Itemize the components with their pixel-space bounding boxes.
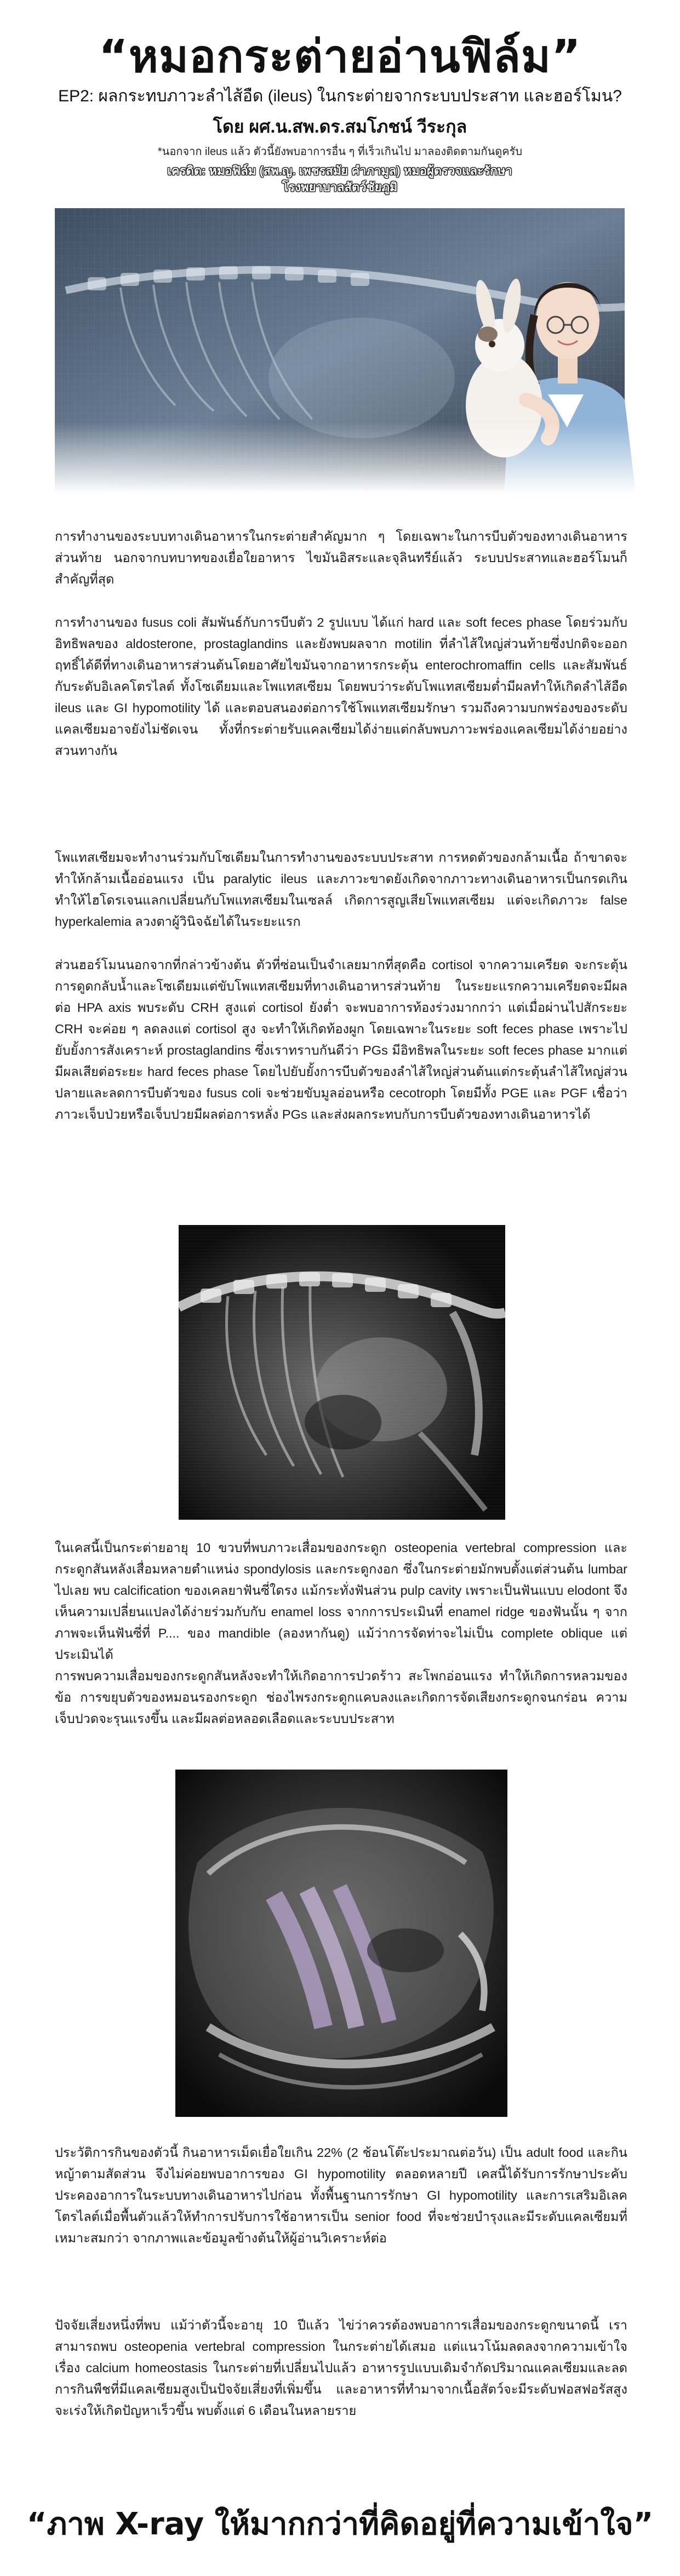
paragraph-spine-degeneration: การพบความเสื่อมของกระดูกสันหลังจะทำให้เกิดอาการปวดร้าว สะโพกอ่อนแรง ทำให้เกิดการหลวมของข้อ การขยุบตัวของหมอนรองกระดูก ช่องไพรงกระดูกแคบลงและเกิดการจัดเสียงกระดูกจนกร่อน ความเจ็บปวดจะรุนแรงขึ้น และมีผลต่อหลอดเลือดและระบบประสาท bbox=[55, 1669, 627, 1726]
paragraph-potassium: โพแทสเซียมจะทำงานร่วมกับโซเดียมในการทำงานของระบบประสาท การหดตัวของกล้ามเนื้อ ถ้าขาดจะทำให้กล้ามเนื้ออ่อนแรง เป็น paralytic ileus และภาวะขาดยังเกิดจากภาวะทางเดินอาหารเป็นกรดเกิน ทำให้ไฮโดรเจนแลกเปลี่ยนกับโพแทสเซียมในเซลล์ เกิดการสูญเสียโพแทสเซียม แต่จะเกิดภาวะ false hyperkalemia ลวงตาผู้วินิจฉัยได้ในระยะแรก bbox=[55, 850, 627, 929]
paragraph-risk-factors: ปัจจัยเสี่ยงหนึ่งที่พบ แม้ว่าตัวนี้จะอายุ 10 ปีแล้ว ไข่ว่าควรต้องพบอาการเสื่อมของกระดูกขนาดนี้ เราสามารถพบ osteopenia vertebral compression ในกระต่ายได้เสมอ แต่แนวโน้มลดลงจากความเข้าใจเรื่อง calcium homeostasis ในกระต่ายที่เปลี่ยนไปแล้ว อาหารรูปแบบเดิมจำกัดปริมาณแคลเซียมและลดการกินพืชที่มีแคลเซียมสูงเป็นปัจจัยเสี่ยงที่เพิ่มขึ้น และอาหารที่ทำมาจากเนื้อสัตว์จะมีระดับฟอสฟอรัสสูงจะเร่งให้เกิดปัญหาเร็วขึ้น พบตั้งแต่ 6 เดือนในหลายราย bbox=[55, 2318, 627, 2418]
xray-skull-teeth-image bbox=[175, 1770, 507, 2117]
xray-lateral-spine-image bbox=[179, 1225, 505, 1520]
author-line: โดย ผศ.น.สพ.ดร.สมโภชน์ วีระกุล bbox=[213, 117, 467, 136]
paragraph-diet-history: ประวัติการกินของตัวนี้ กินอาหารเม็ดเยื่อใยเกิน 22% (2 ช้อนโต๊ะประมาณต่อวัน) เป็น adult food และกินหญ้าตามสัดส่วน จึงไม่ค่อยพบอาการของ GI hypomotility ตลอดหลายปี เคสนี้ได้รับการรักษาประคับประคองอาการในระบบทางเดินอาหารไปก่อน ทั้งพื้นฐานการรักษา GI hypomotility และการเสริมอิเลคโตรไลต์เมื่อพื้นตัวแล้วให้ทำการปรับการใช้อาหารเป็น senior food ที่จะช่วยบำรุงและมีระดับแคลเซียมที่เหมาะสมกว่า จากภาพและข้อมูลข้างต้นให้ผู้อ่านวิเคราะห์ต่อ bbox=[55, 2145, 627, 2245]
episode-subtitle: EP2: ผลกระทบภาวะลำไส้อืด (ileus) ในกระต่ายจากระบบประสาท และฮอร์โมน? bbox=[58, 87, 622, 105]
hero-xray-illustration bbox=[55, 170, 658, 493]
lateral-xray-illustration bbox=[179, 1225, 505, 1520]
author-note: *นอกจาก ileus แล้ว ตัวนี้ยังพบอาการอื่น ๆ ที่เร็วเกินไป มาลองติดตามกันดูครับ bbox=[157, 146, 523, 158]
skull-xray-illustration bbox=[175, 1770, 507, 2117]
closing-quote: “ภาพ X-ray ให้มากกว่าที่คิดอยู่ที่ความเข้าใจ” bbox=[26, 2506, 654, 2542]
paragraph-intro: การทำงานของระบบทางเดินอาหารในกระต่ายสำคัญมาก ๆ โดยเฉพาะในการบีบตัวของทางเดินอาหารส่วนท้าย นอกจากบทบาทของเยื่อใยอาหาร ไขมันอิสระและจุลินทรีย์แล้ว ระบบประสาทและฮอร์โมนก็สำคัญที่สุด bbox=[55, 529, 627, 586]
paragraph-case: ในเคสนี้เป็นกระต่ายอายุ 10 ขวบที่พบภาวะเสื่อมของกระดูก osteopenia vertebral compression และกระดูกสันหลังเสื่อมหลายตำแหน่ง spondylosis และกระดูกงอก ซึ่งในกระต่ายมักพบตั้งแต่ส่วนต้น lumbar ไปเลย พบ calcification ของเคลยาฟันซี่ใดรง แม้กระทั่งฟันส่วน pulp cavity เพราะเป็นฟันแบบ elodont จึงเห็นความเปลี่ยนแปลงได้ง่ายร่วมกับกับ enamel loss จากการประเมินที่ enamel ridge ของฟันนั้น ๆ จากภาพจะเห็นฟันซี่ที่ P.... ของ mandible (ลองหากันดู) แม้ว่าการจัดท่าจะไม่เป็น complete oblique แต่ประเมินได้ bbox=[55, 1541, 627, 1662]
credit-line-hospital: โรงพยาบาลสัตว์ชัยภูมิ bbox=[282, 180, 398, 194]
credit-line-doctor: เครดิต: หมอฟิล์ม (สพ.ญ. เพชรสมัย คำภามูล) หมอผู้ตรวจและรักษา bbox=[167, 164, 512, 178]
paragraph-fusus-coli: การทำงานของ fusus coli สัมพันธ์กับการบีบตัว 2 รูปแบบ ได้แก่ hard และ soft feces phase โดยร่วมกับอิทธิพลของ aldosterone, prostaglandins และยังพบผลจาก motilin ที่ลำไส้ใหญ่ส่วนท้ายซึ่งปกติจะออกฤทธิ์ได้ดีที่ทางเดินอาหารส่วนต้นโดยอาศัยไขมันจากอาหารกระตุ้น enterochromaffin cells และสัมพันธ์กับระดับอิเลคโตรไลต์ ทั้งโซเดียมและโพแทสเซียม โดยพบว่าระดับโพแทสเซียมต่ำมีผลทำให้เกิดลำไส้อืด ileus และ GI hypomotility ได้ และตอบสนองต่อการใช้โพแทสเซียมรักษา รวมถึงความบกพร่องของระดับแคลเซียมอาจยังไม่ชัดเจน ทั้งที่กระต่ายรับแคลเซียมได้ง่ายแต่กลับพบภาวะพร่องแคลเซียมได้ง่ายอย่างสวนทางกัน bbox=[55, 615, 627, 758]
paragraph-cortisol: ส่วนฮอร์โมนนอกจากที่กล่าวข้างต้น ตัวที่ซ่อนเป็นจำเลยมากที่สุดคือ cortisol จากความเครียด จะกระตุ้นการดูดกลับน้ำและโซเดียมแต่ขับโพแทสเซียมที่ทางเดินอาหารส่วนท้าย ในระยะแรกความเครียดจะมีผลต่อ HPA axis พบระดับ CRH สูงแต่ cortisol ยังต่ำ จะพบอาการท้องร่วงมากกว่า แต่เมื่อผ่านไปสักระยะ CRH จะค่อย ๆ ลดลงแต่ cortisol สูง จะทำให้เกิดท้องผูก โดยเฉพาะในระยะ soft feces phase เพราะไปยับยั้งการสังเคราะห์ prostaglandins ซึ่งเราทราบกันดีว่า PGs มีอิทธิพลในระยะ soft feces phase มากแต่มีผลเสียต่อระยะ hard feces phase โดยไปยับยั้งการบีบตัวของลำไส้ใหญ่ส่วนต้นแต่กระตุ้นลำไส้ใหญ่ส่วนปลายและลดการบีบตัวของ fusus coli จะช่วยขับมูลอ่อนหรือ cecotroph โดยมีทั้ง PGE และ PGF เชื่อว่าภาวะเจ็บป่วยหรือเจ็บปวยมีผลต่อการหลั่ง PGs และส่งผลกระทบกับการบีบตัวของทางเดินอาหารได้ bbox=[55, 958, 627, 1121]
page-title: “หมอกระต่ายอ่านฟิล์ม” bbox=[99, 31, 581, 83]
hero-banner bbox=[55, 170, 658, 493]
